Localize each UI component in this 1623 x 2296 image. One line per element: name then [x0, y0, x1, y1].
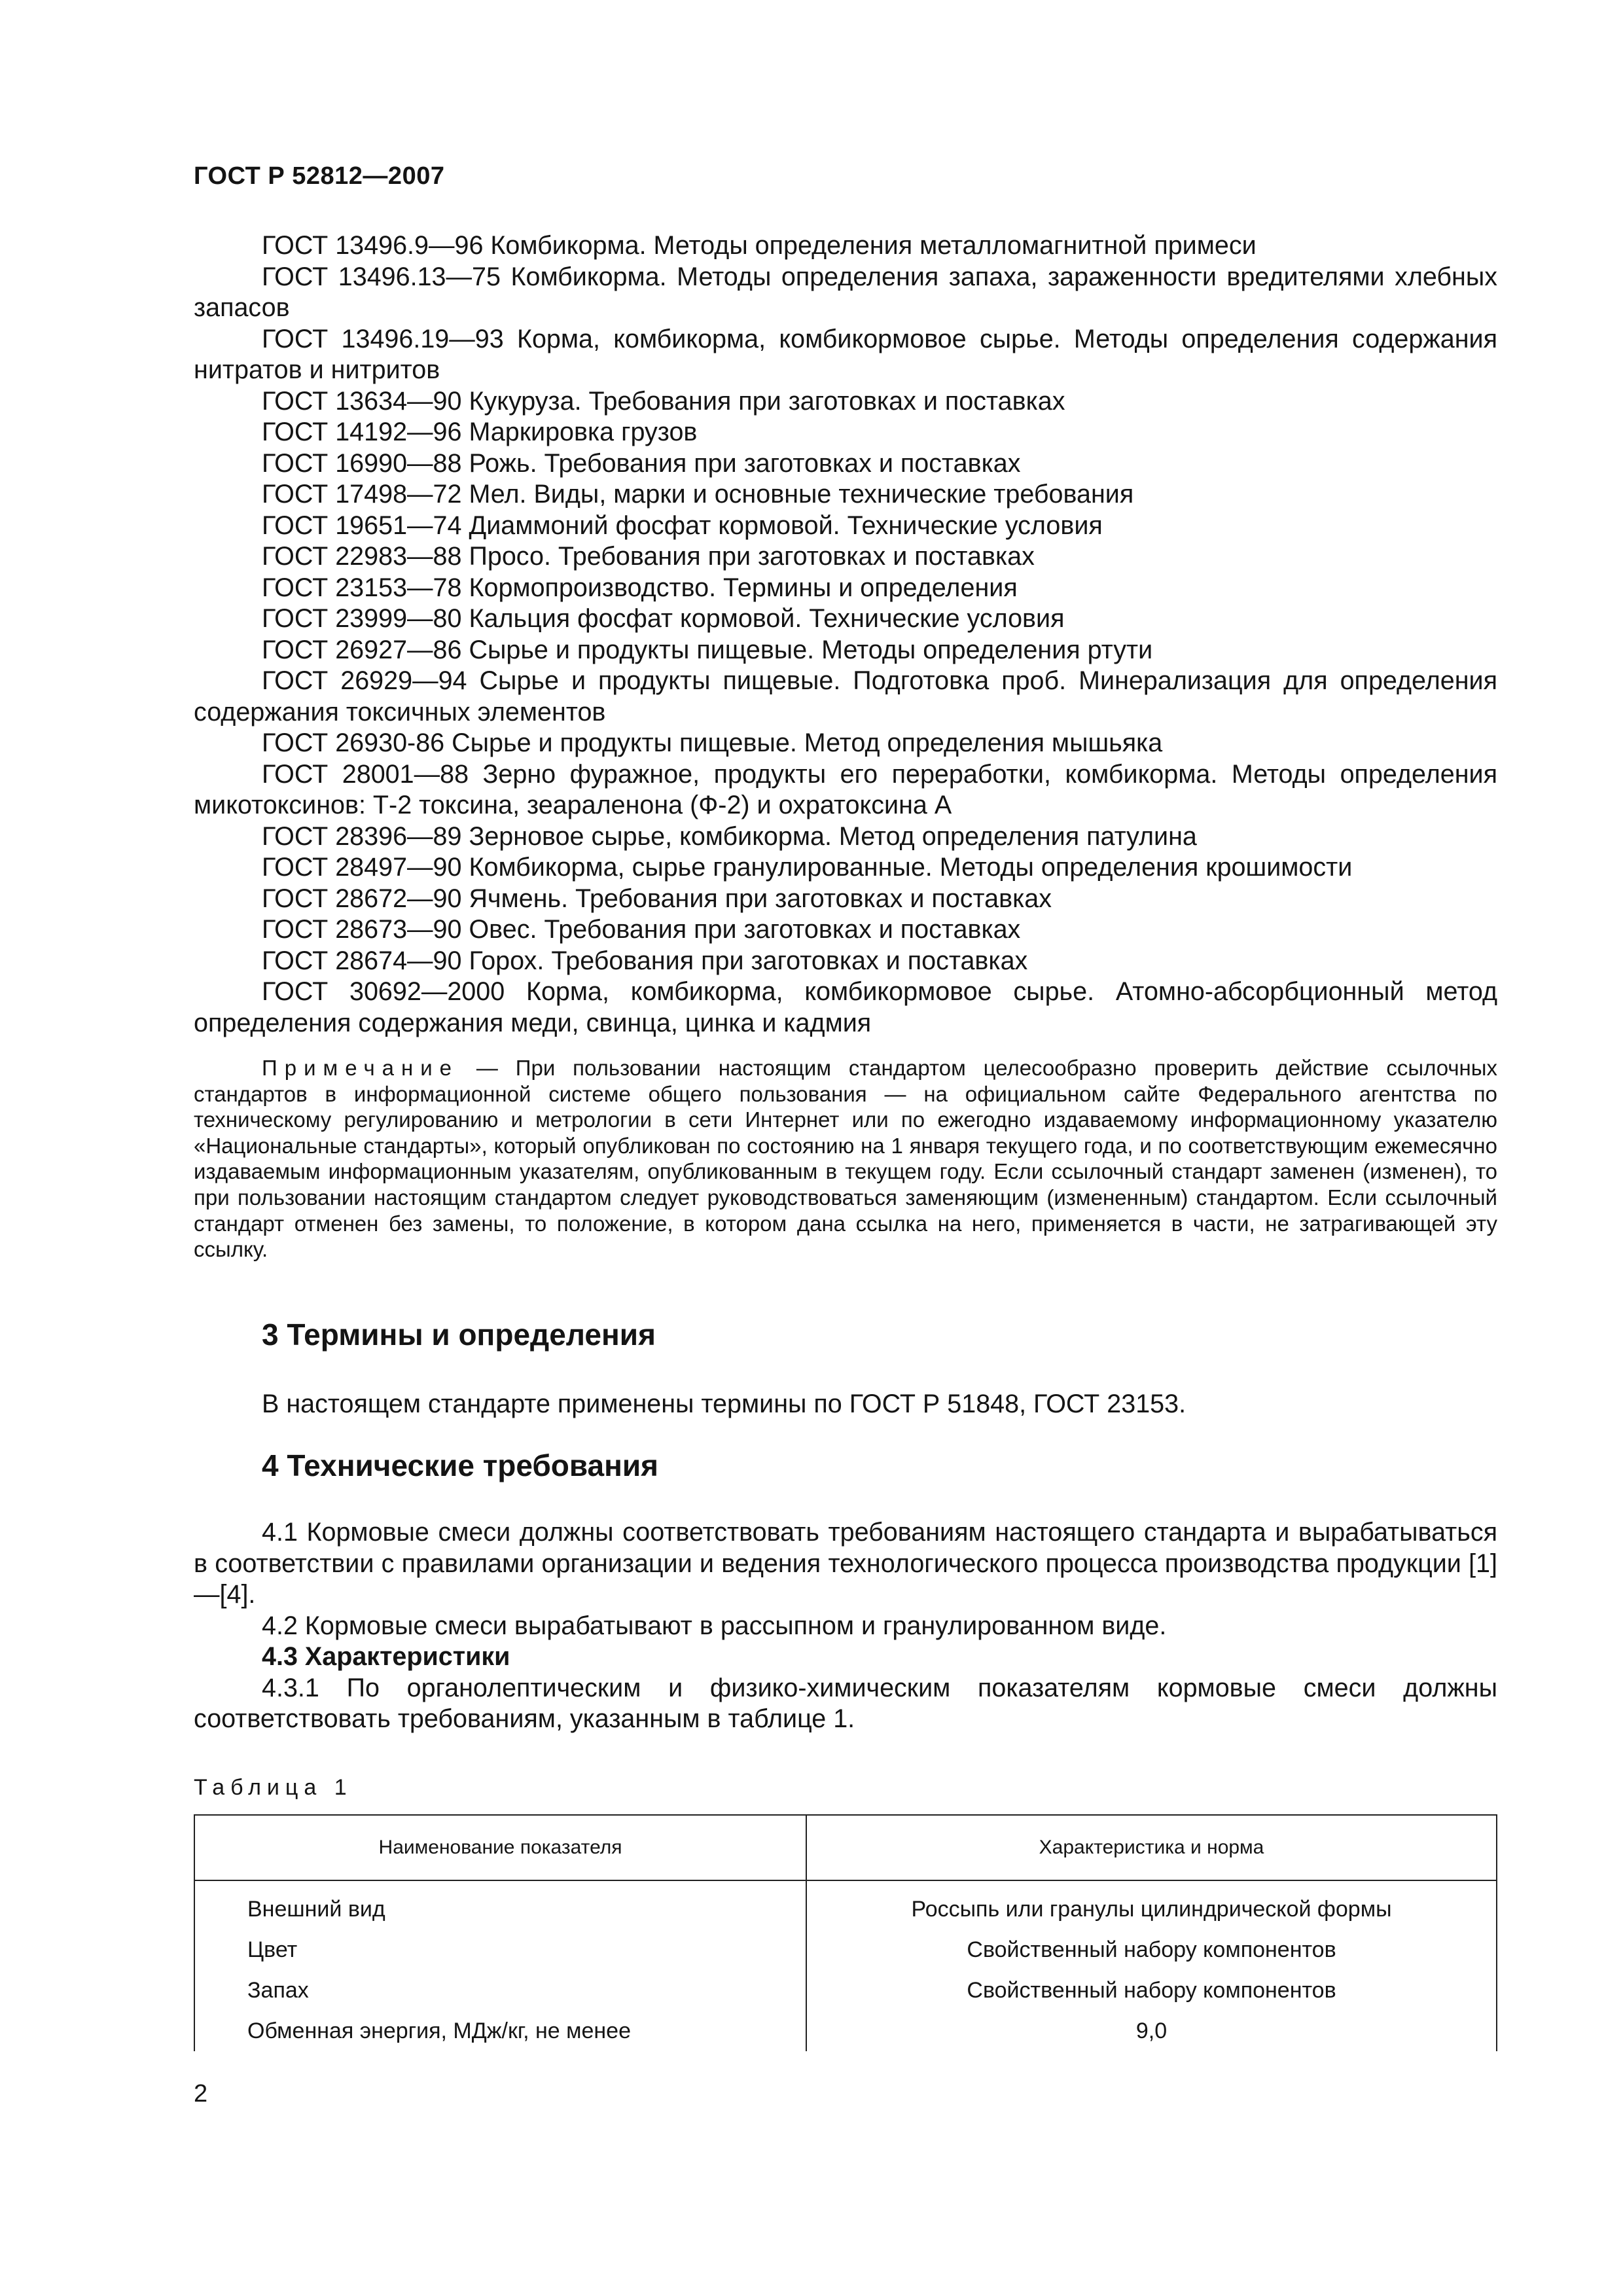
table-row: [194, 1970, 1497, 2011]
note-text: — При пользовании настоящим стандартом целесообразно проверить действие ссылочных стандартов в информационной системе общего пользования — на официальном сайте Федерального агентства по техническому регулированию и метрологии в сети Интернет или по ежегодно издаваемому информационному указателю «Национальные стандарты», который опубликован по состоянию на 1 января текущего года, и по соответствующим ежемесячно издаваемым информационным указателям, опубликованным в текущем году. Если ссылочный стандарт заменен (изменен), то при пользовании настоящим стандартом следует руководствоваться заменяющим (измененным) стандартом. Если ссылочный стандарт отменен без замены, то положение, в котором дана ссылка на него, применяется в части, не затрагивающей эту ссылку.: [194, 1056, 1497, 1262]
section-4-body: [194, 1517, 1497, 1735]
table-row: [194, 2011, 1497, 2051]
table-cell: Свойственный набору компонентов: [806, 1929, 1497, 1970]
table-cell: 9,0: [806, 2011, 1497, 2051]
table-cell: Россыпь или гранулы цилиндрической формы: [806, 1880, 1497, 1929]
table-caption: Таблица 1: [194, 1775, 353, 1800]
table-row: [194, 1880, 1497, 1929]
page-number: 2: [194, 2080, 208, 2108]
reference-item: ГОСТ 28672—90 Ячмень. Требования при заготовках и поставках: [262, 884, 1052, 913]
document-id-header: ГОСТ Р 52812—2007: [194, 162, 445, 190]
section-3-heading: 3 Термины и определения: [262, 1318, 656, 1352]
reference-item: ГОСТ 28673—90 Овес. Требования при заготовках и поставках: [262, 915, 1021, 944]
reference-item: ГОСТ 17498—72 Мел. Виды, марки и основные технические требования: [262, 480, 1134, 509]
characteristics-table: [194, 1814, 1497, 2051]
reference-item: ГОСТ 28396—89 Зерновое сырье, комбикорма. Метод определения патулина: [262, 821, 1197, 851]
reference-item: ГОСТ 14192—96 Маркировка грузов: [262, 418, 698, 446]
column-header: Наименование показателя: [194, 1815, 806, 1880]
reference-item: ГОСТ 26927—86 Сырье и продукты пищевые. Методы определения ртути: [262, 635, 1153, 664]
reference-item: ГОСТ 28001—88 Зерно фуражное, продукты его переработки, комбикорма. Методы определения микотоксинов: Т-2 токсина, зеараленона (Ф-2) и охратоксина А: [194, 759, 1497, 819]
reference-item: ГОСТ 23999—80 Кальция фосфат кормовой. Технические условия: [262, 604, 1065, 633]
table-header-row: [194, 1815, 1497, 1880]
table-cell: Свойственный набору компонентов: [806, 1970, 1497, 2011]
reference-item: ГОСТ 19651—74 Диаммоний фосфат кормовой. Технические условия: [262, 511, 1103, 540]
reference-item: ГОСТ 26930-86 Сырье и продукты пищевые. Метод определения мышьяка: [262, 728, 1163, 757]
normative-references-list: [194, 230, 1497, 1039]
reference-item: ГОСТ 28497—90 Комбикорма, сырье гранулированные. Методы определения крошимости: [262, 853, 1353, 882]
note-paragraph: [194, 1055, 1497, 1263]
section-3-body: [194, 1389, 1497, 1420]
note-label: Примечание: [262, 1056, 459, 1080]
reference-item: ГОСТ 23153—78 Кормопроизводство. Термины и определения: [262, 573, 1018, 602]
reference-item: ГОСТ 13496.9—96 Комбикорма. Методы определения металломагнитной примеси: [262, 231, 1257, 260]
table-cell: Цвет: [194, 1929, 806, 1970]
table-cell: Обменная энергия, МДж/кг, не менее: [194, 2011, 806, 2051]
table-cell: Запах: [194, 1970, 806, 2011]
reference-item: ГОСТ 28674—90 Горох. Требования при заготовках и поставках: [262, 946, 1028, 975]
reference-item: ГОСТ 13496.19—93 Корма, комбикорма, комбикормовое сырье. Методы определения содержания нитратов и нитритов: [194, 324, 1497, 384]
reference-item: ГОСТ 13634—90 Кукуруза. Требования при заготовках и поставках: [262, 386, 1065, 416]
reference-item: ГОСТ 22983—88 Просо. Требования при заготовках и поставках: [262, 542, 1035, 571]
paragraph-4-3-1: 4.3.1 По органолептическим и физико-химическим показателям кормовые смеси должны соответствовать требованиям, указанным в таблице 1.: [194, 1673, 1497, 1733]
reference-item: ГОСТ 13496.13—75 Комбикорма. Методы определения запаха, зараженности вредителями хлебных запасов: [194, 262, 1497, 322]
table-row: [194, 1929, 1497, 1970]
section-4-heading: 4 Технические требования: [262, 1448, 658, 1482]
reference-item: ГОСТ 26929—94 Сырье и продукты пищевые. Подготовка проб. Минерализация для определения содержания токсичных элементов: [194, 666, 1497, 726]
reference-item: ГОСТ 16990—88 Рожь. Требования при заготовках и поставках: [262, 448, 1021, 478]
column-header: Характеристика и норма: [806, 1815, 1497, 1880]
paragraph-4-1: 4.1 Кормовые смеси должны соответствовать требованиям настоящего стандарта и вырабатываться в соответствии с правилами организации и ведения технологического процесса производства продукции [1]—[4].: [194, 1518, 1497, 1609]
paragraph-4-2: 4.2 Кормовые смеси вырабатывают в рассыпном и гранулированном виде.: [262, 1611, 1167, 1640]
table-cell: Внешний вид: [194, 1880, 806, 1929]
reference-item: ГОСТ 30692—2000 Корма, комбикорма, комбикормовое сырье. Атомно-абсорбционный метод определения содержания меди, свинца, цинка и кадмия: [194, 977, 1497, 1037]
section-3-text: В настоящем стандарте применены термины по ГОСТ Р 51848, ГОСТ 23153.: [262, 1390, 1186, 1418]
subsection-4-3-heading: 4.3 Характеристики: [262, 1642, 510, 1671]
